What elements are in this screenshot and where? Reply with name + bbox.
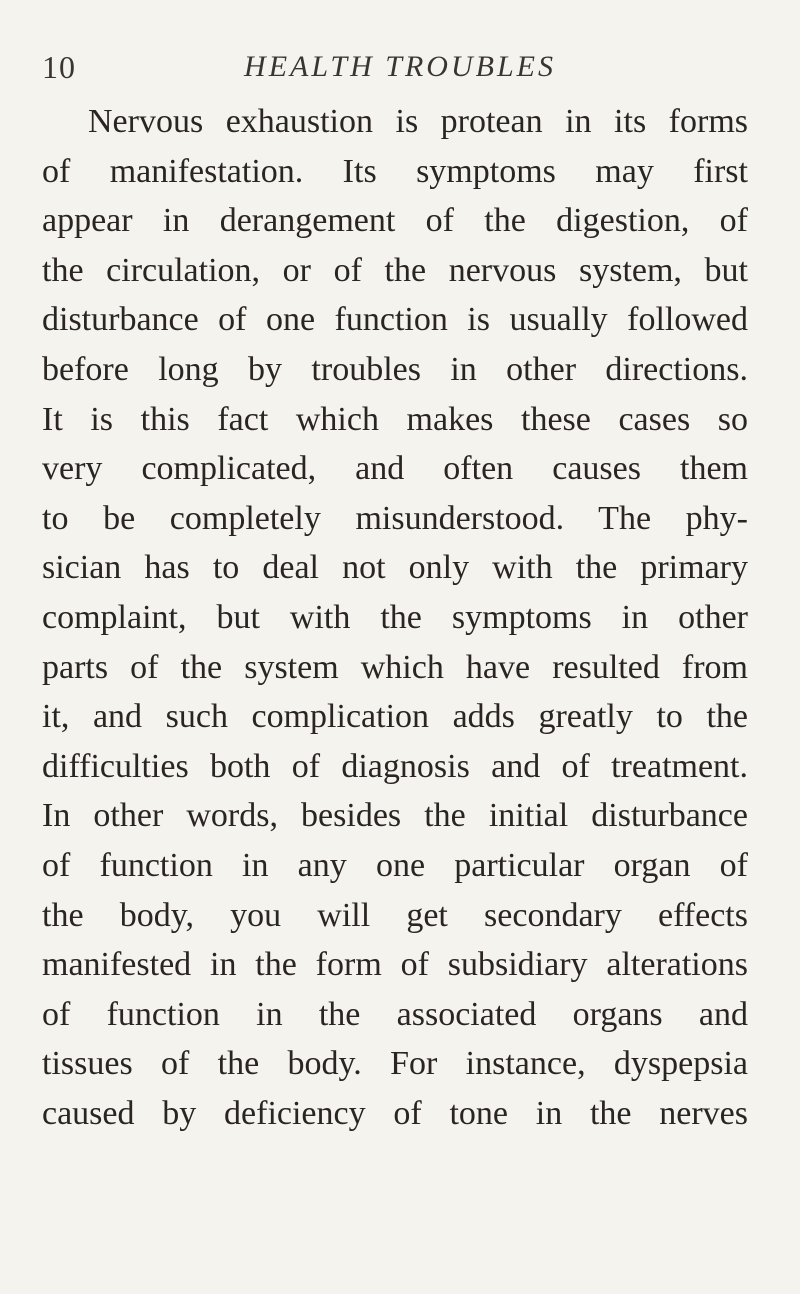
text-line: to be completely misunderstood. The phy- [42,499,748,537]
text-line: In other words, besides the initial disturbance [42,797,748,835]
running-title: HEALTH TROUBLES [244,50,556,83]
text-line: parts of the system which have resulted from [42,648,748,686]
text-line: appear in derangement of the digestion, of [42,202,748,240]
text-line: it, and such complication adds greatly to the [42,698,748,736]
body-text [42,97,748,1138]
text-line: disturbance of one function is usually followed [42,301,748,339]
page-header [40,42,760,92]
text-line: complaint, but with the symptoms in other [42,598,748,636]
text-line: tissues of the body. For instance, dyspepsia [42,1045,748,1083]
text-line: manifested in the form of subsidiary alterations [42,946,748,984]
text-line: of function in the associated organs and [42,995,748,1033]
page-number: 10 [42,49,76,85]
text-line: the circulation, or of the nervous system, but [42,251,748,289]
text-line: sician has to deal not only with the primary [42,549,748,587]
text-line: It is this fact which makes these cases so [42,400,748,438]
text-line: of function in any one particular organ of [42,846,748,884]
text-line: the body, you will get secondary effects [42,896,748,934]
text-line: caused by deficiency of tone in the nerves [42,1094,748,1132]
text-line: very complicated, and often causes them [42,450,748,488]
text-line: before long by troubles in other directions. [42,350,748,388]
text-line: of manifestation. Its symptoms may first [42,152,748,190]
text-line: difficulties both of diagnosis and of treatment. [42,747,748,785]
text-line: Nervous exhaustion is protean in its forms [88,103,748,140]
